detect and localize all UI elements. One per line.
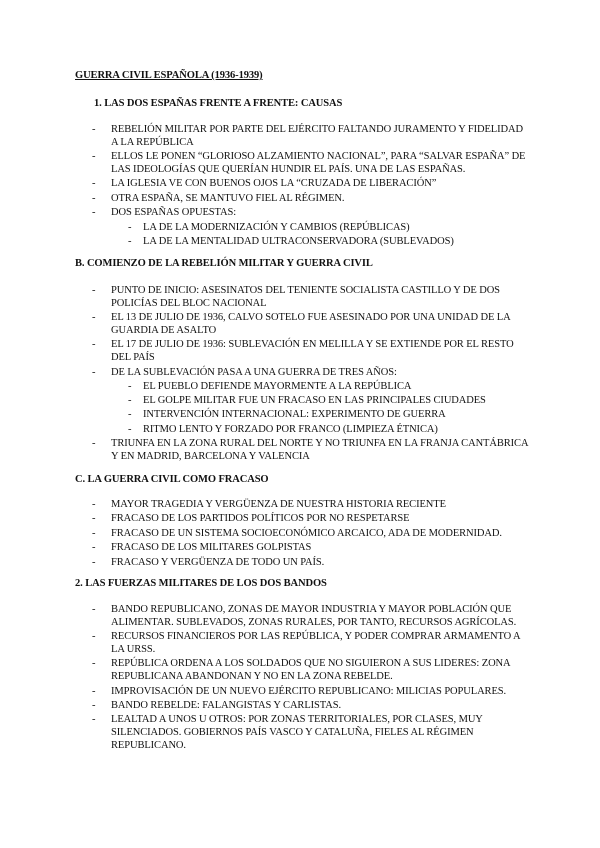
list-item: - IMPROVISACIÓN DE UN NUEVO EJÉRCITO REPUBLICANO: MILICIAS POPULARES. [0,686,531,699]
list-subitem: - EL GOLPE MILITAR FUE UN FRACASO EN LAS PRINCIPALES CIUDADES [0,395,523,408]
list-subitem: - RITMO LENTO Y FORZADO POR FRANCO (LIMPIEZA ÉTNICA) [0,424,523,437]
document-title: GUERRA CIVIL ESPAÑOLA (1936-1939) [75,70,263,81]
list-subitem: - INTERVENCIÓN INTERNACIONAL: EXPERIMENTO DE GUERRA [0,409,523,422]
list-item: - FRACASO DE LOS PARTIDOS POLÍTICOS POR NO RESPETARSE [0,513,531,526]
list-item: - REBELIÓN MILITAR POR PARTE DEL EJÉRCITO FALTANDO JURAMENTO Y FIDELIDAD A LA REPÚBLICA [0,124,531,150]
list-item: - REPÚBLICA ORDENA A LOS SOLDADOS QUE NO SIGUIERON A SUS LIDERES: ZONA REPUBLICANA ABANDONAN Y NO EN LA ZONA REBELDE. [0,658,531,684]
list-item: - LA IGLESIA VE CON BUENOS OJOS LA “CRUZADA DE LIBERACIÓN” [0,178,531,191]
list-item: - BANDO REBELDE: FALANGISTAS Y CARLISTAS. [0,700,531,713]
section-heading-causas: 1. LAS DOS ESPAÑAS FRENTE A FRENTE: CAUSAS [94,98,343,109]
section-list-fuerzas [0,604,600,754]
list-subitem: - LA DE LA MENTALIDAD ULTRACONSERVADORA (SUBLEVADOS) [0,236,523,249]
section-heading-fracaso: C. LA GUERRA CIVIL COMO FRACASO [75,474,269,485]
list-item: - RECURSOS FINANCIEROS POR LAS REPÚBLICA, Y PODER COMPRAR ARMAMENTO A LA URSS. [0,631,531,657]
section-list-causas [0,124,600,250]
section-list-comienzo [0,285,600,465]
list-item: - LEALTAD A UNOS U OTROS: POR ZONAS TERRITORIALES, POR CLASES, MUY SILENCIADOS. GOBIERNOS PAÍS VASCO Y CATALUÑA, FIELES AL RÉGIMEN REPUBLICANO. [0,714,531,752]
list-item: - BANDO REPUBLICANO, ZONAS DE MAYOR INDUSTRIA Y MAYOR POBLACIÓN QUE ALIMENTAR. SUBLEVADOS, ZONAS RURALES, POR TANTO, RECURSOS AGRÍCOLAS. [0,604,531,630]
list-item: - FRACASO Y VERGÜENZA DE TODO UN PAÍS. [0,557,531,570]
list-item: - EL 13 DE JULIO DE 1936, CALVO SOTELO FUE ASESINADO POR UNA UNIDAD DE LA GUARDIA DE ASALTO [0,312,531,338]
list-item: - OTRA ESPAÑA, SE MANTUVO FIEL AL RÉGIMEN. [0,193,531,206]
list-item: - DOS ESPAÑAS OPUESTAS: [0,207,531,220]
list-item: - FRACASO DE LOS MILITARES GOLPISTAS [0,542,531,555]
list-subitem: - LA DE LA MODERNIZACIÓN Y CAMBIOS (REPÚBLICAS) [0,222,523,235]
list-item: - ELLOS LE PONEN “GLORIOSO ALZAMIENTO NACIONAL”, PARA “SALVAR ESPAÑA” DE LAS IDEOLOGÍAS QUE QUERÍAN HUNDIR EL PAÍS. UNA DE LAS ESPAÑAS. [0,151,531,177]
list-item: - MAYOR TRAGEDIA Y VERGÜENZA DE NUESTRA HISTORIA RECIENTE [0,499,531,512]
list-item: - TRIUNFA EN LA ZONA RURAL DEL NORTE Y NO TRIUNFA EN LA FRANJA CANTÁBRICA Y EN MADRID, BARCELONA Y VALENCIA [0,438,531,464]
list-item: - FRACASO DE UN SISTEMA SOCIOECONÓMICO ARCAICO, ADA DE MODERNIDAD. [0,528,531,541]
section-list-fracaso [0,499,600,571]
section-heading-comienzo: B. COMIENZO DE LA REBELIÓN MILITAR Y GUERRA CIVIL [75,258,373,269]
list-item: - PUNTO DE INICIO: ASESINATOS DEL TENIENTE SOCIALISTA CASTILLO Y DE DOS POLICÍAS DEL BLOC NACIONAL [0,285,531,311]
section-heading-fuerzas: 2. LAS FUERZAS MILITARES DE LOS DOS BANDOS [75,578,327,589]
list-item: - DE LA SUBLEVACIÓN PASA A UNA GUERRA DE TRES AÑOS: [0,367,531,380]
list-subitem: - EL PUEBLO DEFIENDE MAYORMENTE A LA REPÚBLICA [0,381,523,394]
list-item: - EL 17 DE JULIO DE 1936: SUBLEVACIÓN EN MELILLA Y SE EXTIENDE POR EL RESTO DEL PAÍS [0,339,531,365]
